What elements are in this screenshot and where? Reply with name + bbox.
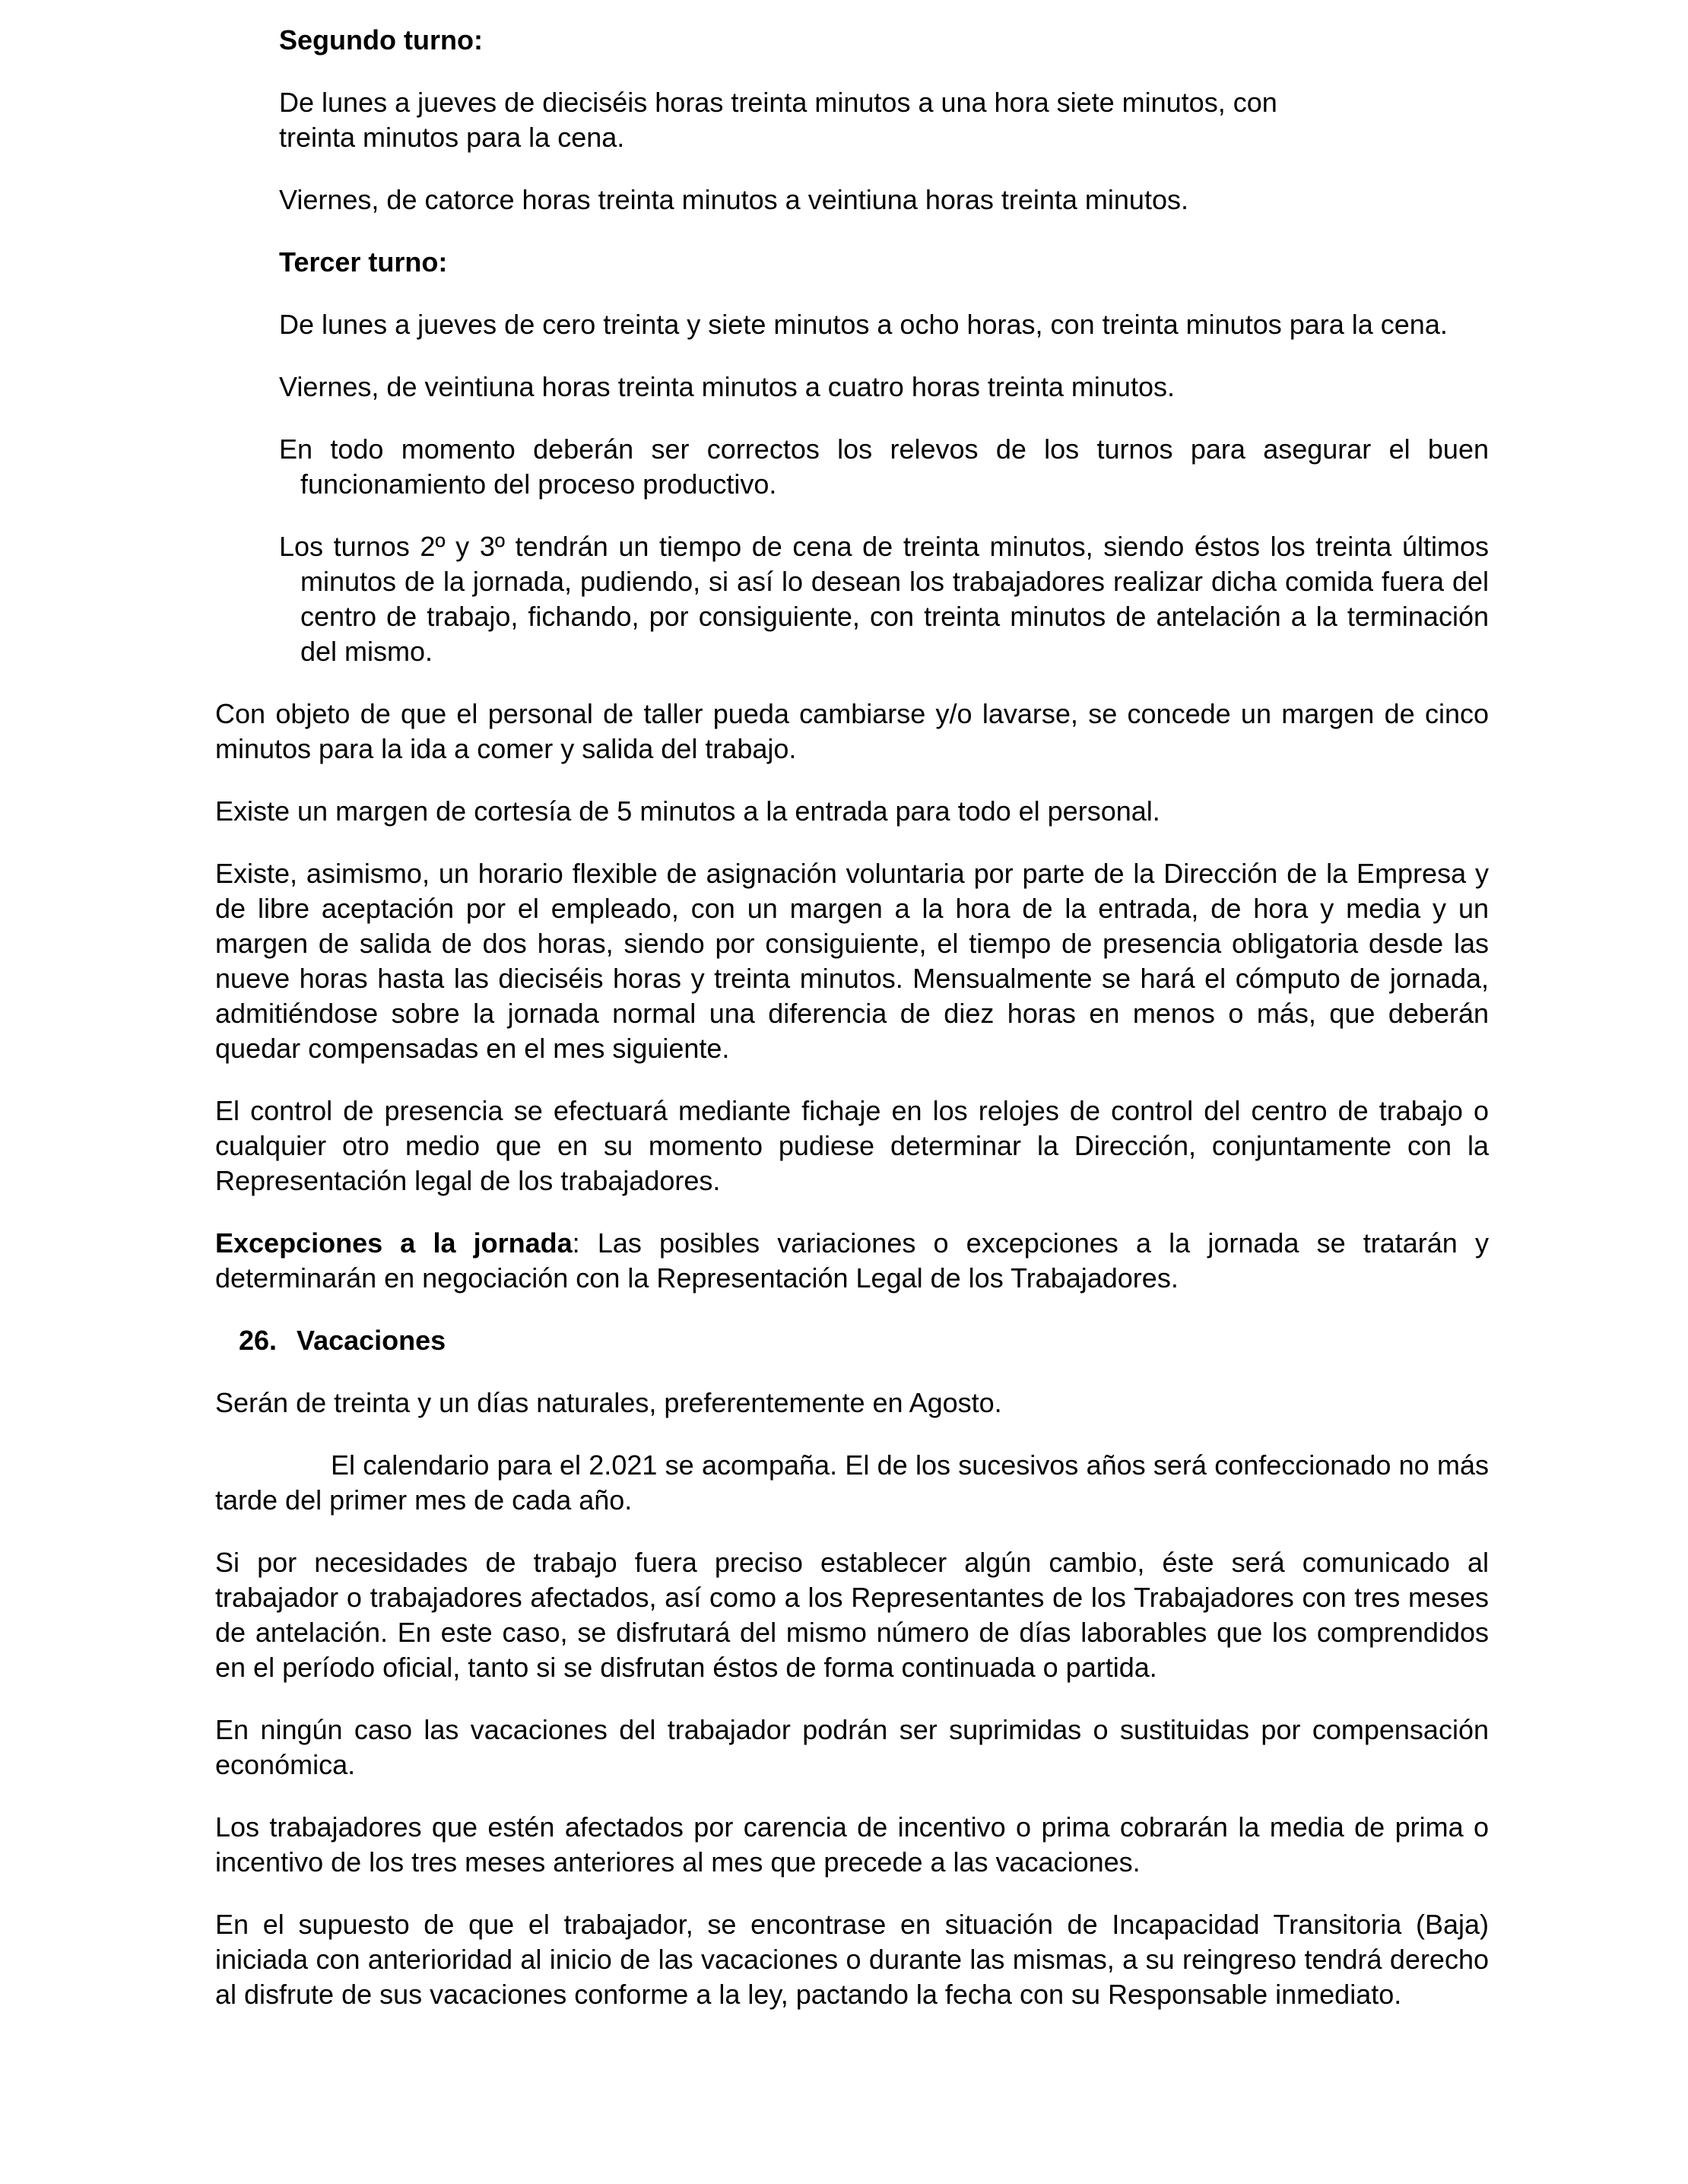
para-vacaciones-cambios: Si por necesidades de trabajo fuera preciso establecer algún cambio, éste será comunicado al trabajador o trabajadores afectados, así como a los Representantes de los Trabajadores con tres meses de antelación. En este caso, se disfrutará del mismo número de días laborables que los comprendidos en el período oficial, tanto si se disfrutan éstos de forma continuada o partida.	[215, 1547, 1489, 1683]
para-segundo-turno-lunes-jueves	[279, 85, 1489, 155]
para-vacaciones-duracion: Serán de treinta y un días naturales, preferentemente en Agosto.	[215, 1387, 1002, 1418]
para-horario-flexible: Existe, asimismo, un horario flexible de asignación voluntaria por parte de la Dirección de la Empresa y de libre aceptación por el empleado, con un margen a la hora de la entrada, de hora y media y un margen de salida de dos horas, siendo por consiguiente, el tiempo de presencia obligatoria desde las nueve horas hasta las dieciséis horas y treinta minutos. Mensualmente se hará el cómputo de jornada, admitiéndose sobre la jornada normal una diferencia de diez horas en menos o más, que deberán quedar compensadas en el mes siguiente.	[215, 858, 1489, 1064]
para-vacaciones-no-supresion: En ningún caso las vacaciones del trabajador podrán ser suprimidas o sustituidas por compensación económica.	[215, 1714, 1489, 1780]
para-tercer-turno-viernes: Viernes, de veintiuna horas treinta minutos a cuatro horas treinta minutos.	[279, 371, 1175, 402]
heading-vacaciones	[239, 1323, 1489, 1358]
para-segundo-turno-lunes-jueves-line2: treinta minutos para la cena.	[279, 122, 625, 153]
para-control-presencia: El control de presencia se efectuará mediante fichaje en los relojes de control del centro de trabajo o cualquier otro medio que en su momento pudiese determinar la Dirección, conjuntamente con la Representación legal de los trabajadores.	[215, 1095, 1489, 1196]
para-margen-cambiarse: Con objeto de que el personal de taller pueda cambiarse y/o lavarse, se concede un margen de cinco minutos para la ida a comer y salida del trabajo.	[215, 698, 1489, 764]
para-vacaciones-prima: Los trabajadores que estén afectados por carencia de incentivo o prima cobrarán la media de prima o incentivo de los tres meses anteriores al mes que precede a las vacaciones.	[215, 1811, 1489, 1878]
para-vacaciones-calendario: El calendario para el 2.021 se acompaña. El de los sucesivos años será confeccionado no más tarde del primer mes de cada año.	[215, 1449, 1489, 1516]
excepciones-rest: : Las posibles variaciones o excepciones a la jornada se tratarán y determinarán en negociación con la Representación Legal de los Trabajadores.	[215, 1227, 1489, 1294]
para-segundo-turno-viernes: Viernes, de catorce horas treinta minutos a veintiuna horas treinta minutos.	[279, 184, 1188, 215]
para-margen-cortesia: Existe un margen de cortesía de 5 minutos a la entrada para todo el personal.	[215, 795, 1160, 827]
heading-vacaciones-title: Vacaciones	[297, 1325, 446, 1356]
para-cena-turnos: Los turnos 2º y 3º tendrán un tiempo de cena de treinta minutos, siendo éstos los treinta últimos minutos de la jornada, pudiendo, si así lo desean los trabajadores realizar dicha comida fuera del centro de trabajo, fichando, por consiguiente, con treinta minutos de antelación a la terminación del mismo.	[279, 531, 1489, 667]
para-tercer-turno-lunes-jueves: De lunes a jueves de cero treinta y siete minutos a ocho horas, con treinta minutos para la cena.	[279, 309, 1448, 340]
para-relevos-turnos: En todo momento deberán ser correctos los relevos de los turnos para asegurar el buen funcionamiento del proceso productivo.	[279, 433, 1489, 500]
heading-vacaciones-number: 26.	[239, 1325, 278, 1356]
para-vacaciones-incapacidad: En el supuesto de que el trabajador, se encontrase en situación de Incapacidad Transitoria (Baja) iniciada con anterioridad al inicio de las vacaciones o durante las mismas, a su reingreso tendrá derecho al disfrute de sus vacaciones conforme a la ley, pactando la fecha con su Responsable inmediato.	[215, 1909, 1489, 2010]
para-segundo-turno-lunes-jueves-line1: De lunes a jueves de dieciséis horas treinta minutos a una hora siete minutos, con	[279, 87, 1277, 118]
excepciones-lead: Excepciones a la jornada	[215, 1227, 573, 1259]
para-excepciones-jornada	[215, 1226, 1489, 1296]
heading-tercer-turno: Tercer turno:	[279, 246, 448, 278]
heading-segundo-turno: Segundo turno:	[279, 24, 483, 56]
